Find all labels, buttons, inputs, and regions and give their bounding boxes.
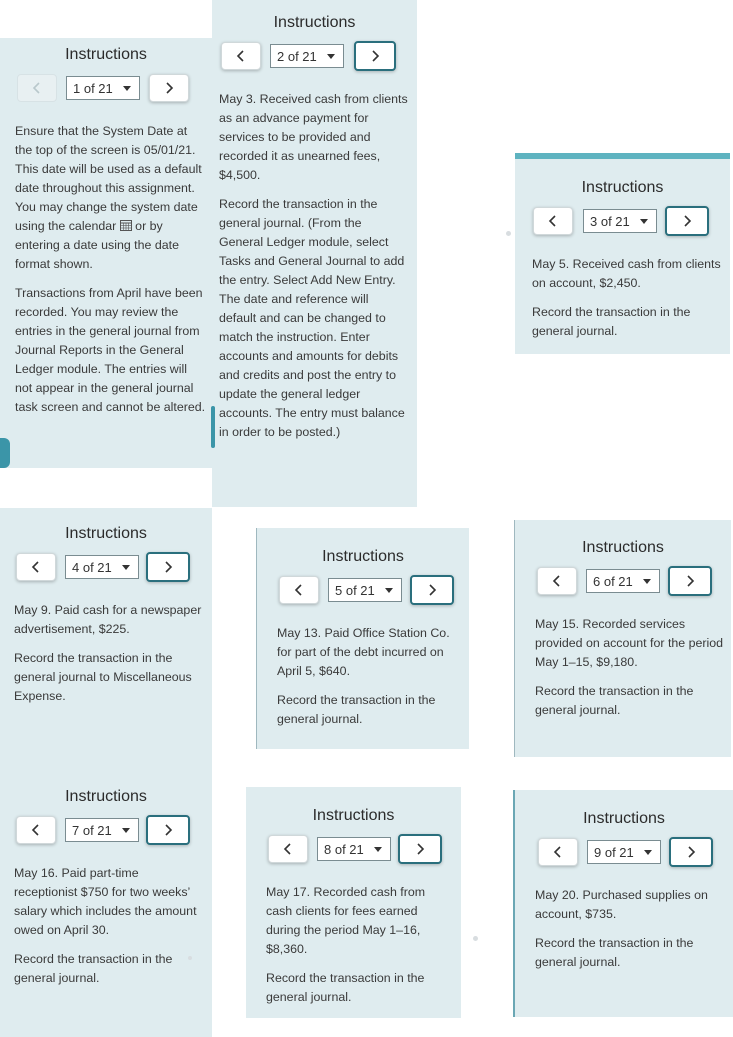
instruction-paragraph: Record the transaction in the general journal. [535,936,694,969]
panel-title: Instructions [65,788,147,805]
page-select[interactable] [65,818,139,842]
decorative-dot [188,956,192,960]
page-select[interactable] [586,569,660,593]
page-select-value: 1 of 21 [73,80,113,96]
chevron-right-icon [684,575,696,587]
chevron-left-icon [30,824,42,836]
prev-page-button[interactable] [16,816,56,844]
prev-page-button[interactable] [538,838,578,866]
page-select[interactable] [270,44,344,68]
chevron-down-icon [123,86,131,91]
page-select[interactable] [328,578,402,602]
instructions-text [14,864,204,998]
page-select[interactable] [587,840,661,864]
chevron-right-icon [163,82,175,94]
next-page-button[interactable] [669,837,713,867]
chevron-left-icon [282,843,294,855]
chevron-right-icon [685,846,697,858]
chevron-left-icon [552,846,564,858]
chevron-down-icon [122,828,130,833]
page-select-value: 5 of 21 [335,582,375,598]
chevron-left-icon [547,215,559,227]
instructions-panel-4 [0,508,212,766]
instruction-paragraph: Record the transaction in the general journal. [277,693,436,726]
panel-title: Instructions [581,179,664,196]
instructions-text [219,90,409,452]
instructions-panel-8 [246,787,461,1018]
page-select-value: 9 of 21 [594,844,634,860]
chevron-down-icon [122,565,130,570]
instructions-panel-1 [0,38,212,468]
instruction-paragraph: Record the transaction in the general journal. [532,305,691,338]
instructions-text [535,886,727,982]
decorative-dot [506,231,511,236]
panel-title: Instructions [65,46,147,63]
chevron-left-icon [235,50,247,62]
chevron-right-icon [681,215,693,227]
instruction-paragraph: May 5. Received cash from clients on account, $2,450. [532,257,721,290]
instruction-text-part: Ensure that the System Date at the top of the screen is 05/01/21. This date will be used as a default date throughout this assignment. You may change the system date using the calendar [15,124,202,233]
panel-title: Instructions [322,548,404,565]
next-page-button[interactable] [149,74,189,102]
instruction-paragraph: May 16. Paid part-time receptionist $750 for two weeks’ salary which includes the amount owed on April 30. [14,866,197,937]
next-page-button[interactable] [398,834,442,864]
instruction-paragraph [15,122,207,274]
instructions-panel-2 [212,0,417,507]
chevron-left-icon [30,561,42,573]
instructions-panel-5 [256,528,469,749]
chevron-left-icon [31,82,43,94]
next-page-button[interactable] [665,206,709,236]
instructions-text [277,624,465,739]
side-tab[interactable] [0,438,10,468]
instructions-text [266,883,446,1017]
page-select[interactable] [583,209,657,233]
panel-title: Instructions [65,525,147,542]
page-select-value: 6 of 21 [593,573,633,589]
next-page-button[interactable] [146,552,190,582]
instructions-text [535,615,725,730]
calendar-icon[interactable] [120,219,132,231]
instruction-text-part: or by entering a date using the date format shown. [15,219,179,271]
panel-title: Instructions [273,14,356,31]
next-page-button[interactable] [354,41,396,71]
instructions-panel-9 [513,790,733,1017]
prev-page-button[interactable] [268,835,308,863]
page-select-value: 2 of 21 [277,48,317,64]
instructions-text [532,255,724,351]
chevron-down-icon [327,54,335,59]
instruction-paragraph: May 17. Recorded cash from cash clients for fees earned during the period May 1–16, $8,360. [266,885,426,956]
instructions-panel-7 [0,766,212,1037]
panel-title: Instructions [582,539,664,556]
prev-page-button[interactable] [221,42,261,70]
chevron-right-icon [369,50,381,62]
instructions-text [14,601,204,716]
panel-title: Instructions [583,810,665,827]
next-page-button[interactable] [410,575,454,605]
prev-page-button[interactable] [17,74,57,102]
instruction-paragraph: Transactions from April have been recorded. You may review the entries in the general journal from Journal Reports in the General Ledger module. The entries will not appear in the general journal task screen and cannot be altered. [15,286,206,414]
instructions-panel-3 [515,153,730,354]
chevron-down-icon [374,847,382,852]
instruction-paragraph: May 15. Recorded services provided on account for the period May 1–15, $9,180. [535,617,724,669]
page-select-value: 3 of 21 [590,213,630,229]
chevron-left-icon [293,584,305,596]
instruction-paragraph: Record the transaction in the general journal to Miscellaneous Expense. [14,651,192,703]
page-select-value: 7 of 21 [72,822,112,838]
side-tab[interactable] [211,406,215,448]
chevron-right-icon [162,561,174,573]
page-select[interactable] [317,837,391,861]
page-select[interactable] [66,76,140,100]
prev-page-button[interactable] [16,553,56,581]
decorative-dot [473,936,478,941]
chevron-right-icon [426,584,438,596]
instruction-paragraph: Record the transaction in the general journal. [266,971,425,1004]
page-select-value: 8 of 21 [324,841,364,857]
instructions-text [15,122,207,427]
prev-page-button[interactable] [279,576,319,604]
chevron-left-icon [551,575,563,587]
chevron-down-icon [644,850,652,855]
instructions-panel-6 [514,520,731,757]
instruction-paragraph: Record the transaction in the general journal. [535,684,694,717]
instruction-paragraph: May 3. Received cash from clients as an advance payment for services to be provided and recorded it as unearned fees, $4,500. [219,92,408,182]
next-page-button[interactable] [668,566,712,596]
panel-title: Instructions [312,807,395,824]
chevron-down-icon [385,588,393,593]
page-select[interactable] [65,555,139,579]
next-page-button[interactable] [146,815,190,845]
instruction-paragraph: Record the transaction in the general journal. (From the General Ledger module, select Tasks and General Journal to add the entry. Select Add New Entry. The date and reference will default and can be changed to match the instruction. Enter accounts and amounts for debits and credits and post the entry to update the general ledger accounts. The entry must balance in order to be posted.) [219,197,405,439]
instruction-paragraph: May 9. Paid cash for a newspaper advertisement, $225. [14,603,202,636]
chevron-right-icon [414,843,426,855]
prev-page-button[interactable] [533,207,573,235]
chevron-right-icon [162,824,174,836]
instruction-paragraph: May 20. Purchased supplies on account, $735. [535,888,708,921]
instruction-paragraph: Record the transaction in the general journal. [14,952,173,985]
prev-page-button[interactable] [537,567,577,595]
chevron-down-icon [643,579,651,584]
instruction-paragraph: May 13. Paid Office Station Co. for part of the debt incurred on April 5, $640. [277,626,450,678]
page-select-value: 4 of 21 [72,559,112,575]
chevron-down-icon [640,219,648,224]
